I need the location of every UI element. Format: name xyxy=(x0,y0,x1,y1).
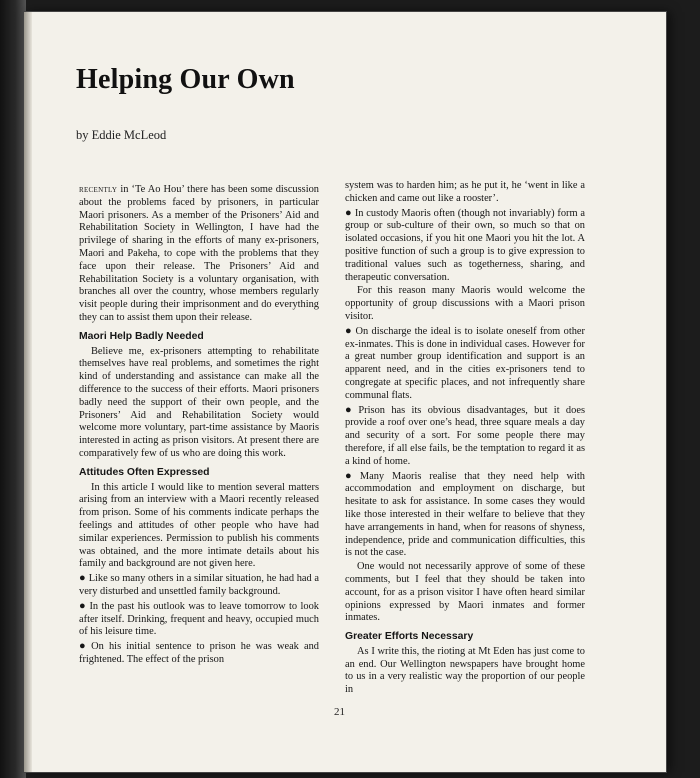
intro-paragraph xyxy=(79,184,319,325)
article-title: Helping Our Own xyxy=(76,64,295,95)
bullet-icon: ● xyxy=(345,403,356,416)
bullet-paragraph xyxy=(79,600,319,639)
paragraph-comments: One would not necessarily approve of some of these comments, but I feel that they should be taken into account, for as a prison visitor I have often heard similar opinions expressed by Maori inmates and former inmates. xyxy=(345,561,585,624)
scan-background-edge xyxy=(0,0,26,778)
bullet-paragraph xyxy=(345,207,585,285)
left-column xyxy=(79,184,319,668)
bullet-paragraph xyxy=(345,470,585,561)
bullet-paragraph xyxy=(79,572,319,599)
bullet-paragraph xyxy=(345,325,585,403)
bullet-paragraph xyxy=(345,404,585,469)
right-column xyxy=(345,180,585,698)
bullet-icon: ● xyxy=(345,469,357,482)
bullet-paragraph xyxy=(79,640,319,667)
bullet-text: In the past his outlook was to leave tomorrow to look after itself. Drinking, frequent and heavy, occupied much of his leisure time. xyxy=(79,600,319,638)
bullet-text: Many Maoris realise that they need help with accommodation and employment on discharge, but hesitate to ask for assistance. In some cases they would like those interested in their welfare to believe that they have arrangements in hand, when for reasons of shyness, independence, pride and communication difficulties, this is not the case. xyxy=(345,470,585,559)
bullet-text: In custody Maoris often (though not invariably) form a group or sub-culture of their own, so much so that on isolated occasions, if you hit one Maori you hit the lot. A positive function of such a group is to give expression to traditional values such as togetherness, sharing, and therapeutic conversation. xyxy=(345,207,585,283)
paragraph-mt-eden: As I write this, the rioting at Mt Eden has just come to an end. Our Wellington newspapers have brought home to us in a very realistic way the proportion of our people in xyxy=(345,645,585,696)
page-number: 21 xyxy=(334,706,345,718)
intro-leadin: recently xyxy=(79,184,118,195)
bullet-text: Like so many others in a similar situation, he had had a very disturbed and unsettled family background. xyxy=(79,573,319,597)
bullet-text: On discharge the ideal is to isolate oneself from other ex-inmates. This is done in individual cases. However for a great number group identification and support is an apparent need, and in the cities ex-prisoners tend to congregate at specific places, and not infrequently share communal flats. xyxy=(345,325,585,401)
bullet-icon: ● xyxy=(79,572,86,585)
section-heading-maori-help: Maori Help Badly Needed xyxy=(79,330,204,342)
paragraph-attitudes: In this article I would like to mention several matters arising from an interview with a Maori recently released from prison. Some of his comments indicate perhaps the feelings and attitudes of other people who have had similar experiences. Permission to publish his comments was obtained, and the more intimate details about his family and background are not given here. xyxy=(79,481,319,570)
page-spine-shadow xyxy=(24,12,32,772)
section-heading-attitudes: Attitudes Often Expressed xyxy=(79,466,210,478)
bullet-text: Prison has its obvious disadvantages, but it does provide a roof over one’s head, three square meals a day and security of a sort. For some people there may therefore, if all else fails, be the temptation to regard it as a kind of home. xyxy=(345,404,585,467)
bullet-icon: ● xyxy=(79,599,87,612)
article-byline: by Eddie McLeod xyxy=(76,128,167,142)
intro-text: in ‘Te Ao Hou’ there has been some discussion about the problems faced by prisoners, in particular Maori prisoners. As a member of the Prisoners’ Aid and Rehabilitation Society in Wellington, I have had the privilege of sharing in the efforts of many ex-prisoners, Maori and Pakeha, to cope with the problems that they face upon their release. The Prisoners’ Aid and Rehabilitation Society is a voluntary organisation, with branches all over the country, whose members regularly visit people during their imprisonment and do everything they can to assist them upon their release. xyxy=(79,184,319,323)
paragraph-group-discussions: For this reason many Maoris would welcome the opportunity of group discussions with a Maori prison visitor. xyxy=(345,285,585,322)
bullet-icon: ● xyxy=(345,206,352,219)
magazine-page xyxy=(24,12,666,772)
bullet-icon: ● xyxy=(79,640,89,653)
continued-paragraph: system was to harden him; as he put it, he ‘went in like a chicken and came out like a rooster’. xyxy=(345,180,585,204)
bullet-icon: ● xyxy=(345,324,353,337)
section-heading-greater-efforts: Greater Efforts Necessary xyxy=(345,631,474,643)
bullet-text: On his initial sentence to prison he was weak and frightened. The effect of the prison xyxy=(79,641,319,665)
paragraph-maori-help: Believe me, ex-prisoners attempting to rehabilitate themselves have real problems, and sometimes the right kind of understanding and assistance can make all the difference to the success of their efforts. Maori prisoners badly need the support of their own people, and the Prisoners’ Aid and Rehabilitation Society would welcome more voluntary, part-time assistance by Maoris interested in acting as prison visitors. At present there are comparatively few of us who are doing this work. xyxy=(79,345,319,459)
